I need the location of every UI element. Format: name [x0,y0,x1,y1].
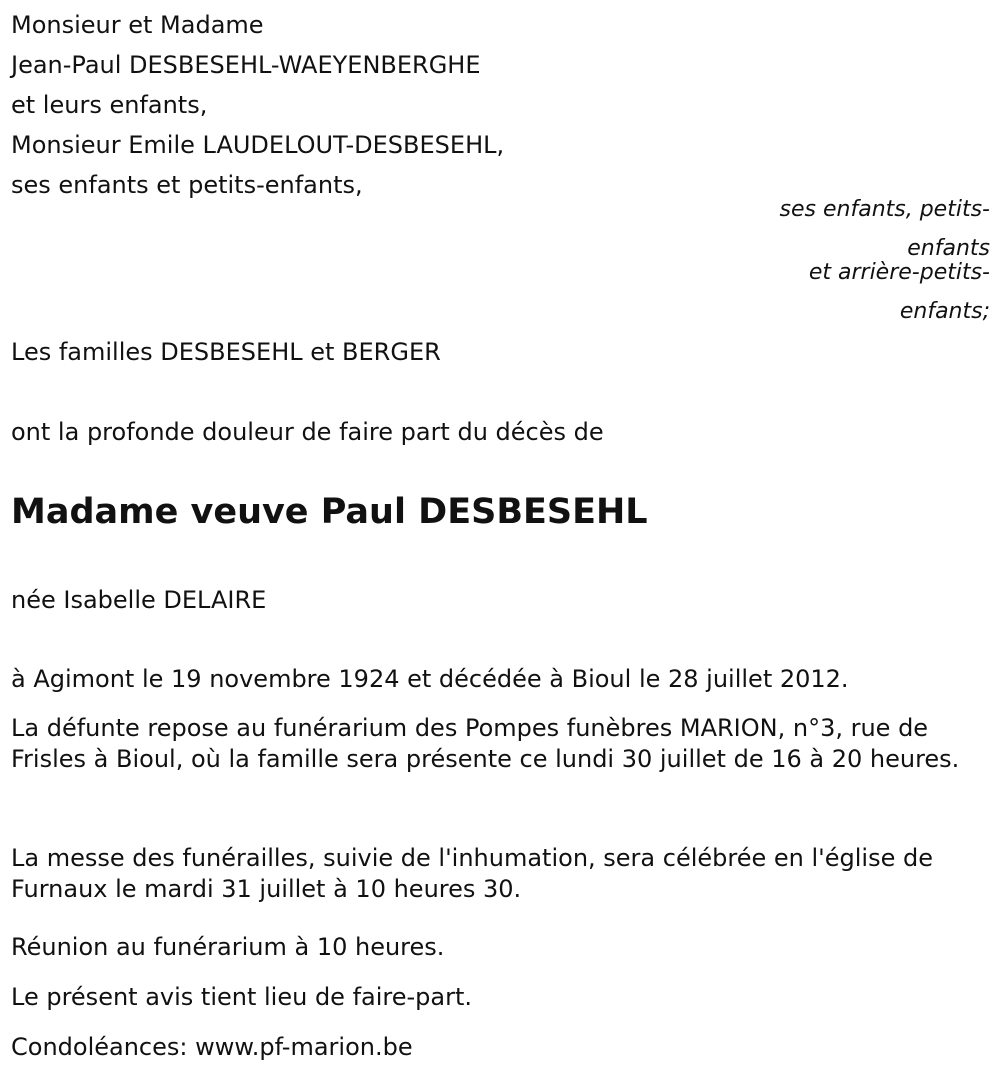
meeting-paragraph: Réunion au funérarium à 10 heures. [11,933,445,961]
families-line: Les familles DESBESEHL et BERGER [11,338,441,366]
announcement-line: ont la profonde douleur de faire part du décès de [11,418,604,446]
header-line-2: Jean-Paul DESBESEHL-WAEYENBERGHE [11,51,481,79]
deceased-name: Madame veuve Paul DESBESEHL [11,492,648,532]
header-line-3: et leurs enfants, [11,91,208,119]
right-note-line-4: enfants; [899,299,990,324]
notice-paragraph: Le présent avis tient lieu de faire-part. [11,983,473,1011]
right-note-line-2: enfants [907,236,990,261]
birth-death-paragraph: à Agimont le 19 novembre 1924 et décédée à Bioul le 28 juillet 2012. [11,665,849,693]
header-line-1: Monsieur et Madame [11,11,264,39]
header-line-5: ses enfants et petits-enfants, [11,171,363,199]
right-note-line-3: et arrière-petits- [808,260,990,285]
funeral-home-paragraph: La défunte repose au funérarium des Pompes funèbres MARION, n°3, rue de Frisles à Bioul, où la famille sera présente ce lundi 30 juillet de 16 à 20 heures. [11,714,960,773]
condolences-paragraph: Condoléances: www.pf-marion.be [11,1033,413,1061]
right-note-line-1: ses enfants, petits- [779,197,990,222]
mass-paragraph: La messe des funérailles, suivie de l'inhumation, sera célébrée en l'église de Furnaux le mardi 31 juillet à 10 heures 30. [11,844,933,903]
header-line-4: Monsieur Emile LAUDELOUT-DESBESEHL, [11,131,505,159]
birth-name: née Isabelle DELAIRE [11,586,267,614]
